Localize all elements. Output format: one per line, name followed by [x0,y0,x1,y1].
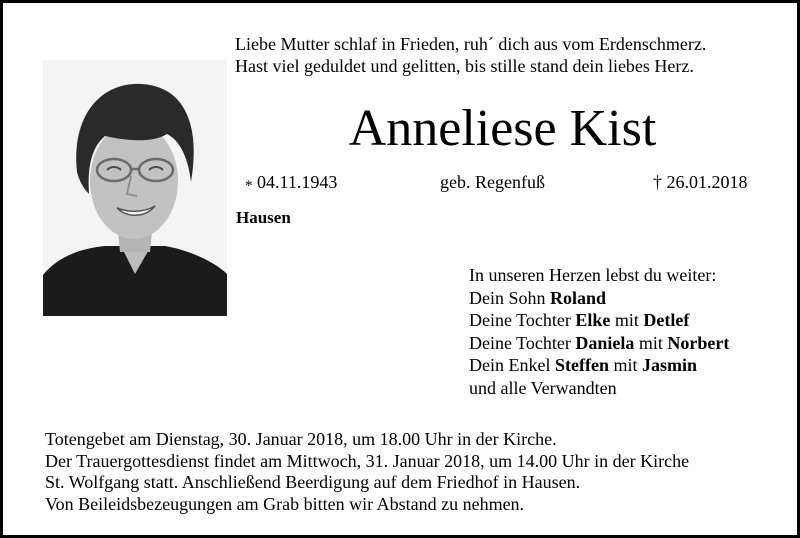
service-details [45,429,689,515]
relation-label: Dein Enkel [469,355,551,375]
mourner-grandson [469,354,729,377]
mourners-list [469,264,729,399]
verse-line-2: Hast viel geduldet und gelitten, bis stille stand dein liebes Herz. [235,56,694,76]
mourner-daughter-2 [469,332,729,355]
death-date-line [653,170,748,194]
mourner-name: Detlef [643,310,690,330]
residence-place: Hausen [236,208,291,227]
mourner-daughter-1 [469,309,729,332]
memorial-verse [235,33,706,77]
maiden-name: geb. Regenfuß [440,172,545,192]
service-line-1: Totengebet am Dienstag, 30. Januar 2018, um 18.00 Uhr in der Kirche. [45,429,557,449]
service-line-2: Der Trauergottesdienst findet am Mittwoch, 31. Januar 2018, um 14.00 Uhr in der Kirche [45,450,690,471]
deceased-name: Anneliese Kist [348,100,657,157]
relation-label: Deine Tochter [469,332,571,353]
connector-text: mit [638,332,663,353]
birth-symbol: * [245,178,253,194]
death-date: 26.01.2018 [666,172,748,192]
service-line-3: St. Wolfgang statt. Anschließend Beerdigung auf dem Friedhof in Hausen. [45,472,581,492]
birth-date-line [245,170,337,196]
relation-label: Dein Sohn [469,287,546,308]
mourner-name: Roland [550,287,607,308]
mourner-name: Daniela [575,332,635,353]
mourner-son [469,287,729,310]
connector-text: mit [614,310,639,330]
mourner-name: Jasmin [641,355,697,375]
relation-label: Deine Tochter [469,310,571,330]
death-symbol: † [653,172,662,192]
verse-line-1: Liebe Mutter schlaf in Frieden, ruh´ dich aus vom Erdenschmerz. [235,34,707,54]
mourners-intro: In unseren Herzen lebst du weiter: [469,265,717,285]
mourner-name: Norbert [667,332,730,353]
mourners-closing: und alle Verwandten [469,377,617,398]
mourner-name: Steffen [554,355,609,375]
birth-date: 04.11.1943 [257,172,338,192]
portrait-photo [43,60,227,316]
portrait-illustration [43,60,227,316]
mourner-name: Elke [575,310,611,330]
connector-text: mit [613,355,638,375]
service-line-4: Von Beileidsbezeugungen am Grab bitten wir Abstand zu nehmen. [45,493,525,514]
